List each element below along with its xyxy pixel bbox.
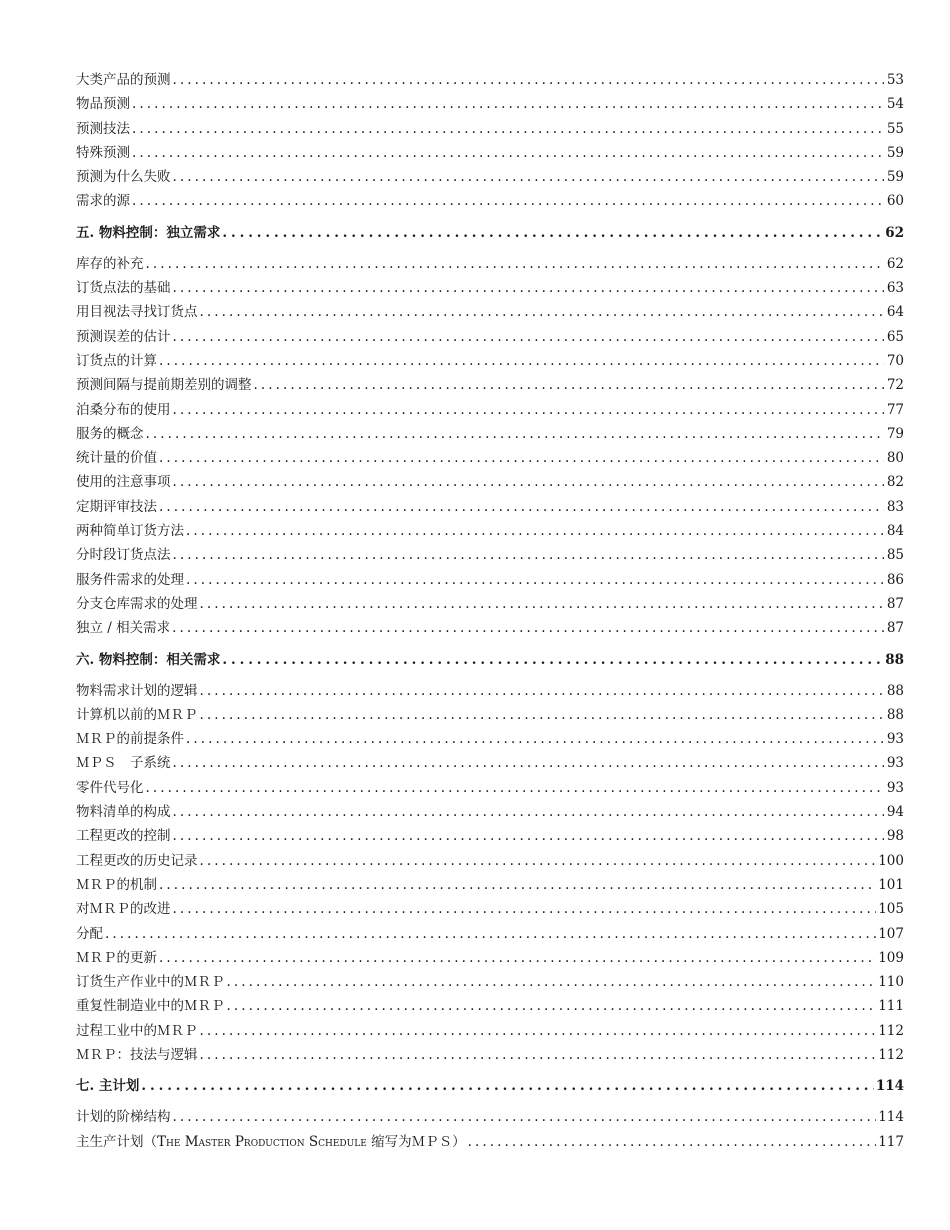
toc-page-number: 82 [886, 474, 904, 491]
toc-entry[interactable] [76, 873, 904, 897]
dot-leader [159, 873, 876, 897]
toc-entry-title: ＭＰＳ 子系统 [76, 755, 171, 772]
dot-leader [200, 703, 885, 727]
toc-entry[interactable] [76, 519, 904, 543]
toc-entry[interactable] [76, 849, 904, 873]
toc-chapter-heading[interactable] [76, 643, 904, 677]
toc-entry-title: 订货点法的基础 [76, 280, 171, 297]
toc-entry[interactable] [76, 300, 904, 324]
toc-entry-title: 对ＭＲＰ的改进 [76, 901, 171, 918]
toc-entry-title: 七. 主计划 [76, 1078, 140, 1095]
toc-entry-title: 使用的注意事项 [76, 474, 171, 491]
toc-entry[interactable] [76, 703, 904, 727]
toc-page-number: 80 [886, 450, 904, 467]
toc-entry-title: 用目视法寻找订货点 [76, 304, 198, 321]
toc-entry-title: 库存的补充 [76, 255, 144, 272]
toc-entry-title: 预测为什么失败 [76, 169, 171, 186]
toc-page-number: 110 [878, 974, 904, 991]
toc-entry-title: 六. 物料控制：相关需求 [76, 651, 221, 668]
toc-page-number: 59 [886, 144, 904, 161]
toc-entry[interactable] [76, 946, 904, 970]
toc-entry-title: 服务件需求的处理 [76, 571, 184, 588]
dot-leader [173, 1105, 877, 1129]
toc-entry-title: 物料需求计划的逻辑 [76, 682, 198, 699]
toc-page-number: 85 [886, 547, 904, 564]
toc-entry-title: 重复性制造业中的ＭＲＰ [76, 998, 225, 1015]
toc-page-number: 54 [886, 96, 904, 113]
toc-page-number: 101 [878, 876, 904, 893]
toc-page-number: 64 [886, 304, 904, 321]
dot-leader [186, 519, 884, 543]
toc-entry[interactable] [76, 592, 904, 616]
toc-entry[interactable] [76, 495, 904, 519]
dot-leader [132, 141, 884, 165]
dot-leader [200, 1019, 877, 1043]
toc-entry[interactable] [76, 970, 904, 994]
toc-entry[interactable] [76, 1019, 904, 1043]
toc-page-number: 109 [878, 949, 904, 966]
toc-entry-title: ＭＲＰ的机制 [76, 876, 157, 893]
toc-page-number: 60 [886, 193, 904, 210]
toc-entry-title: 泊桑分布的使用 [76, 401, 171, 418]
toc-entry-title: 特殊预测 [76, 144, 130, 161]
toc-entry[interactable] [76, 373, 904, 397]
dot-leader [227, 970, 877, 994]
toc-entry-title: 服务的概念 [76, 425, 144, 442]
dot-leader [227, 994, 877, 1018]
toc-entry[interactable] [76, 727, 904, 751]
toc-page-number: 70 [886, 352, 904, 369]
toc-entry[interactable] [76, 252, 904, 276]
toc-entry[interactable] [76, 422, 904, 446]
toc-page-number: 88 [885, 651, 904, 668]
toc-entry-title: 五. 物料控制：独立需求 [76, 224, 221, 241]
toc-entry[interactable] [76, 325, 904, 349]
toc-entry[interactable] [76, 616, 904, 640]
dot-leader [254, 373, 885, 397]
toc-page-number: 100 [878, 852, 904, 869]
toc-entry-title: 需求的源 [76, 193, 130, 210]
toc-entry[interactable] [76, 189, 904, 213]
dot-leader [146, 252, 885, 276]
dot-leader [173, 543, 885, 567]
dot-leader [173, 68, 885, 92]
dot-leader [173, 276, 885, 300]
toc-entry[interactable] [76, 679, 904, 703]
toc-entry[interactable] [76, 1130, 904, 1154]
dot-leader [132, 189, 884, 213]
toc-entry-title: 物品预测 [76, 96, 130, 113]
toc-page-number: 87 [886, 595, 904, 612]
toc-entry-title: 两种简单订货方法 [76, 523, 184, 540]
toc-entry-title: 独立 / 相关需求 [76, 620, 171, 637]
toc-page-number: 62 [886, 255, 904, 272]
toc-page-number: 94 [886, 804, 904, 821]
toc-page-number: 114 [875, 1078, 904, 1095]
toc-entry[interactable] [76, 922, 904, 946]
dot-leader [200, 679, 885, 703]
toc-entry-title: 主生产计划（The Master Production Schedule 缩写为ＭＰＳ） [76, 1133, 466, 1150]
toc-page-number: 112 [878, 1046, 904, 1063]
toc-entry[interactable] [76, 1043, 904, 1067]
dot-leader [200, 849, 877, 873]
toc-page-number: 59 [886, 169, 904, 186]
dot-leader [146, 422, 885, 446]
toc-page-number: 84 [886, 523, 904, 540]
toc-page-number: 87 [886, 620, 904, 637]
dot-leader [105, 922, 876, 946]
toc-entry[interactable] [76, 751, 904, 775]
toc-entry[interactable] [76, 276, 904, 300]
toc-entry-title: ＭＲＰ的更新 [76, 949, 157, 966]
toc-entry[interactable] [76, 117, 904, 141]
dot-leader [173, 751, 885, 775]
toc-entry-title: 大类产品的预测 [76, 72, 171, 88]
dot-leader [468, 1130, 877, 1154]
dot-leader [222, 216, 883, 250]
toc-page-number: 98 [886, 828, 904, 845]
toc-chapter-heading[interactable] [76, 1069, 904, 1103]
toc-page-number: 72 [886, 377, 904, 394]
toc-page-number: 65 [886, 328, 904, 345]
toc-page-number: 77 [886, 401, 904, 418]
toc-page-number: 88 [886, 682, 904, 699]
dot-leader [173, 398, 885, 422]
dot-leader [173, 897, 877, 921]
dot-leader [146, 776, 885, 800]
toc-entry[interactable] [76, 824, 904, 848]
dot-leader [173, 824, 885, 848]
toc-page-number: 117 [878, 1133, 904, 1150]
toc-entry-title: 物料清单的构成 [76, 804, 171, 821]
dot-leader [222, 643, 883, 677]
dot-leader [159, 446, 884, 470]
toc-entry-title: 计划的阶梯结构 [76, 1109, 171, 1126]
toc-entry[interactable] [76, 470, 904, 494]
toc-page-number: 62 [885, 224, 904, 241]
toc-entry-title: 统计量的价值 [76, 450, 157, 467]
toc-entry[interactable] [76, 165, 904, 189]
toc-entry-title: ＭＲＰ：技法与逻辑 [76, 1046, 198, 1063]
toc-entry[interactable] [76, 543, 904, 567]
dot-leader [173, 800, 885, 824]
dot-leader [173, 325, 885, 349]
toc-entry-title: 订货点的计算 [76, 352, 157, 369]
toc-entry[interactable] [76, 897, 904, 921]
dot-leader [159, 349, 884, 373]
dot-leader [186, 568, 884, 592]
toc-page-number: 63 [886, 280, 904, 297]
toc-page-number: 93 [886, 779, 904, 796]
toc-page-number: 114 [878, 1109, 904, 1126]
toc-page-number: 93 [886, 755, 904, 772]
toc-entry-title: 过程工业中的ＭＲＰ [76, 1022, 198, 1039]
toc-entry-title: 分时段订货点法 [76, 547, 171, 564]
toc-page-number: 112 [878, 1022, 904, 1039]
toc-entry[interactable] [76, 398, 904, 422]
toc-page-number: 83 [886, 498, 904, 515]
toc-entry[interactable] [76, 68, 904, 92]
dot-leader [141, 1069, 873, 1103]
toc-entry[interactable] [76, 92, 904, 116]
toc-entry[interactable] [76, 141, 904, 165]
toc-entry[interactable] [76, 1105, 904, 1129]
toc-page-number: 93 [886, 731, 904, 748]
toc-entry-title: 分配 [76, 925, 103, 942]
toc-entry[interactable] [76, 446, 904, 470]
toc-entry[interactable] [76, 776, 904, 800]
dot-leader [200, 592, 885, 616]
toc-entry-title: ＭＲＰ的前提条件 [76, 731, 184, 748]
toc-entry-title: 预测间隔与提前期差别的调整 [76, 377, 252, 394]
toc-entry-title: 工程更改的历史记录 [76, 852, 198, 869]
toc-page-number: 111 [878, 998, 904, 1015]
dot-leader [132, 92, 884, 116]
dot-leader [200, 300, 885, 324]
toc-page-number: 86 [886, 571, 904, 588]
toc-page-number: 55 [886, 120, 904, 137]
toc-entry-title: 零件代号化 [76, 779, 144, 796]
toc-entry-title: 定期评审技法 [76, 498, 157, 515]
toc-page-number: 88 [886, 706, 904, 723]
dot-leader [159, 946, 876, 970]
dot-leader [173, 165, 885, 189]
dot-leader [159, 495, 884, 519]
toc-entry-title: 订货生产作业中的ＭＲＰ [76, 974, 225, 991]
small-caps-text: The Master Production Schedule [157, 1133, 367, 1150]
toc-entry-title: 分支仓库需求的处理 [76, 595, 198, 612]
toc-page-number: 53 [886, 72, 904, 88]
toc-entry[interactable] [76, 994, 904, 1018]
dot-leader [132, 117, 884, 141]
dot-leader [172, 616, 884, 640]
toc-entry[interactable] [76, 800, 904, 824]
toc-page-number: 107 [878, 925, 904, 942]
toc-page-number: 105 [878, 901, 904, 918]
toc-chapter-heading[interactable] [76, 216, 904, 250]
toc-entry-title: 预测技法 [76, 120, 130, 137]
toc-entry-title: 工程更改的控制 [76, 828, 171, 845]
toc-entry-title: 预测误差的估计 [76, 328, 171, 345]
dot-leader [186, 727, 884, 751]
toc-entry-title: 计算机以前的ＭＲＰ [76, 706, 198, 723]
toc-entry[interactable] [76, 568, 904, 592]
dot-leader [173, 470, 885, 494]
toc-entry[interactable] [76, 349, 904, 373]
table-of-contents [76, 68, 904, 1154]
toc-page-number: 79 [886, 425, 904, 442]
dot-leader [200, 1043, 877, 1067]
